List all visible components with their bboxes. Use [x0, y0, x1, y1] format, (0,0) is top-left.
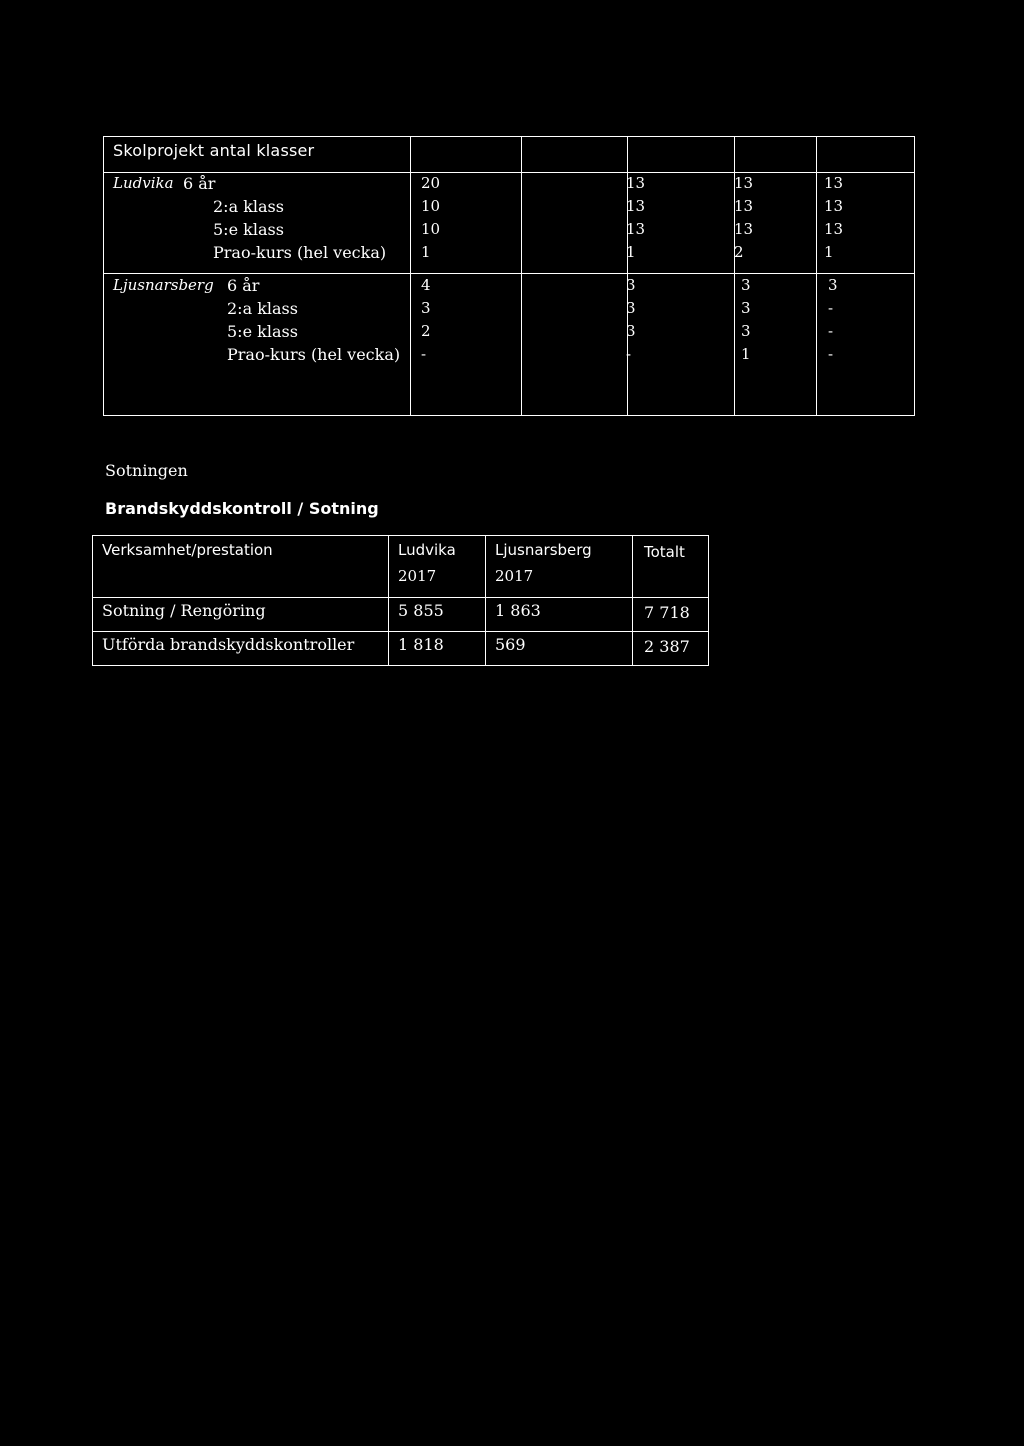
sotning-table: [92, 535, 709, 666]
value-cell: 3: [741, 322, 751, 340]
column-divider: [485, 535, 486, 666]
table-row: [103, 243, 915, 267]
row-divider: [92, 631, 709, 632]
value-cell: 4: [421, 276, 431, 294]
value-cell: 13: [824, 220, 844, 238]
row-label: 2:a klass: [227, 299, 298, 318]
value-cell: 13: [734, 174, 754, 192]
value-cell: 3: [421, 299, 431, 317]
school-project-table: [103, 136, 915, 416]
table-row: [103, 220, 915, 244]
value-cell: 2: [421, 322, 431, 340]
value-cell: 20: [421, 174, 441, 192]
table-cell: Utförda brandskyddskontroller: [102, 635, 355, 654]
value-cell: -: [626, 345, 632, 363]
table-cell: 1 818: [398, 635, 444, 654]
value-cell: 13: [824, 174, 844, 192]
row-label: 2:a klass: [213, 197, 284, 216]
row-label: Prao-kurs (hel vecka): [213, 243, 387, 262]
table-row: [103, 322, 915, 346]
column-header: Ludvika: [398, 541, 456, 559]
table-cell: 569: [495, 635, 526, 654]
table-title: Skolprojekt antal klasser: [113, 141, 315, 160]
table-row: [103, 276, 915, 300]
row-label: Prao-kurs (hel vecka): [227, 345, 401, 364]
value-cell: 13: [824, 197, 844, 215]
value-cell: -: [828, 345, 834, 363]
column-divider: [388, 535, 389, 666]
value-cell: 13: [734, 197, 754, 215]
value-cell: 1: [824, 243, 834, 261]
value-cell: 2: [734, 243, 744, 261]
row-label: 6 år: [183, 174, 216, 193]
column-header-year: 2017: [398, 567, 437, 585]
value-cell: 3: [626, 322, 636, 340]
column-header-year: 2017: [495, 567, 534, 585]
row-divider: [103, 172, 915, 173]
column-divider: [632, 535, 633, 666]
row-label: 5:e klass: [213, 220, 284, 239]
table-cell: Sotning / Rengöring: [102, 601, 266, 620]
section-title: Sotningen: [105, 461, 188, 480]
value-cell: 13: [626, 220, 646, 238]
table-row: [103, 174, 915, 198]
municipality-label: Ludvika: [113, 174, 174, 192]
table-row: [103, 197, 915, 221]
value-cell: 1: [741, 345, 751, 363]
value-cell: 1: [626, 243, 636, 261]
table-cell: 2 387: [644, 637, 690, 656]
municipality-label: Ljusnarsberg: [113, 276, 214, 294]
row-label: 5:e klass: [227, 322, 298, 341]
value-cell: 3: [741, 299, 751, 317]
value-cell: -: [421, 345, 427, 363]
row-label: 6 år: [227, 276, 260, 295]
value-cell: 10: [421, 197, 441, 215]
value-cell: -: [828, 299, 834, 317]
table-cell: 7 718: [644, 603, 690, 622]
value-cell: 13: [734, 220, 754, 238]
value-cell: 13: [626, 197, 646, 215]
section-subtitle: Brandskyddskontroll / Sotning: [105, 499, 379, 518]
row-divider: [103, 273, 915, 274]
column-header: Verksamhet/prestation: [102, 541, 273, 559]
value-cell: -: [828, 322, 834, 340]
table-cell: 5 855: [398, 601, 444, 620]
value-cell: 3: [626, 299, 636, 317]
table-row: [103, 299, 915, 323]
table-cell: 1 863: [495, 601, 541, 620]
column-header: Ljusnarsberg: [495, 541, 592, 559]
value-cell: 3: [626, 276, 636, 294]
row-divider: [92, 597, 709, 598]
value-cell: 3: [741, 276, 751, 294]
value-cell: 1: [421, 243, 431, 261]
value-cell: 13: [626, 174, 646, 192]
value-cell: 3: [828, 276, 838, 294]
table-row: [103, 345, 915, 369]
column-header: Totalt: [644, 543, 685, 561]
value-cell: 10: [421, 220, 441, 238]
